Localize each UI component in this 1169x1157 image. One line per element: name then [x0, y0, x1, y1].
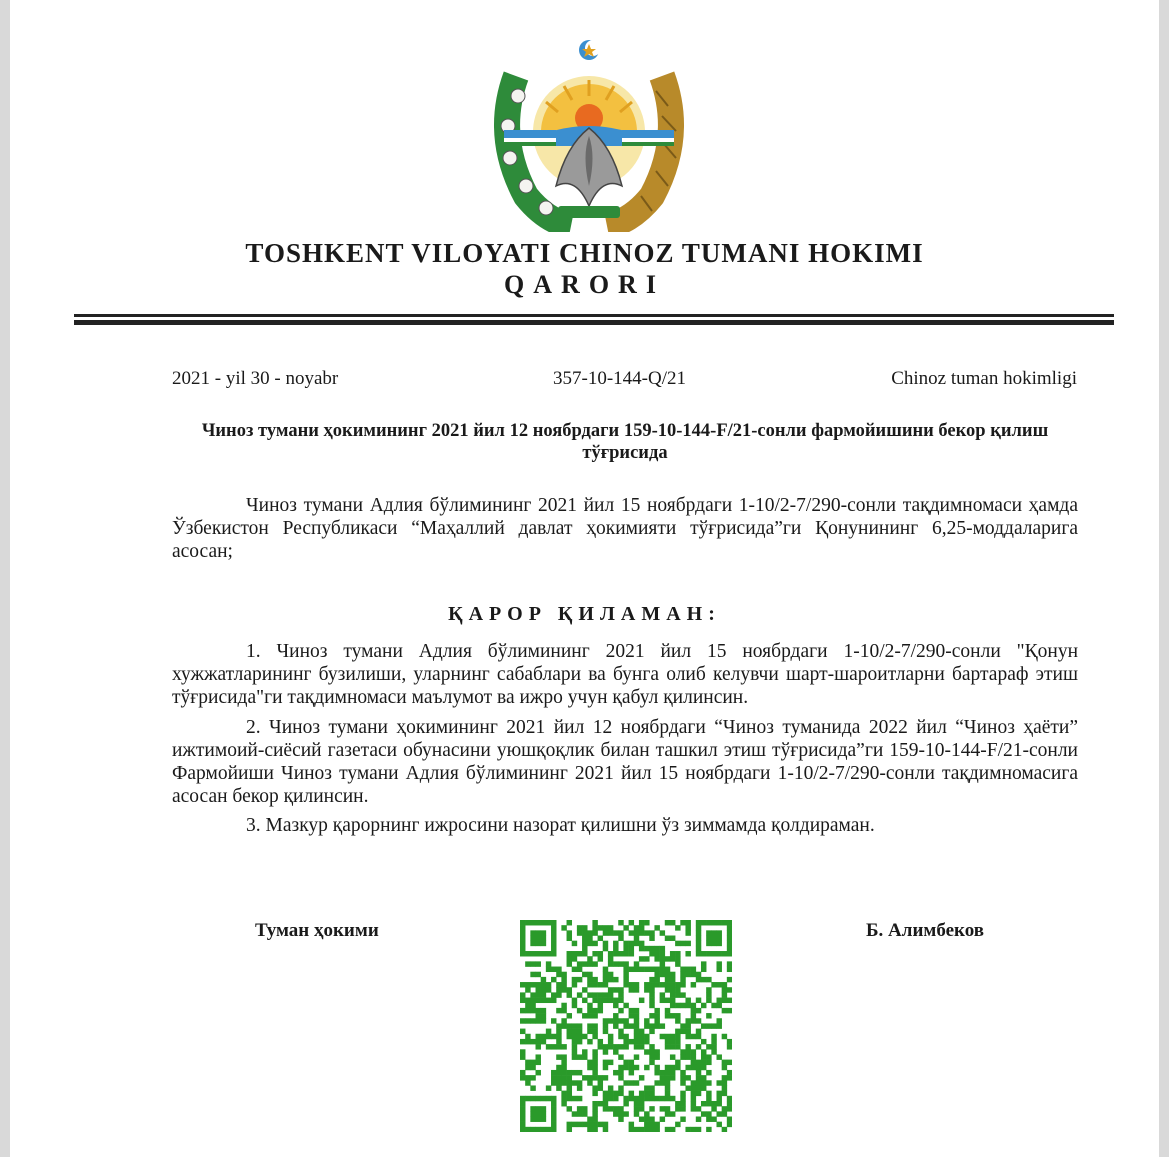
- decree-item-3: [172, 814, 1078, 837]
- decree-item-text: 3. Мазкур қарорнинг ижросини назорат қилишни ўз зиммамда қолдираман.: [246, 815, 875, 836]
- decree-item-text: 2. Чиноз тумани ҳокимининг 2021 йил 12 ноябрдаги “Чиноз туманида 2022 йил “Чиноз ҳаёти” ижтимоий-сиёсий газетаси обунасини уюшқоқлик билан ташкил этиш тўғрисида”ги 159-10-144-F/21-сонли Фармойиши Чиноз тумани Адлия бўлимининг 2021 йил 15 ноябрдаги 1-10/2-7/290-сонли тақдимномасига асосан бекор қилинсин.: [172, 717, 1078, 807]
- signatory-position: Туман ҳокими: [255, 920, 379, 941]
- header-rule-top: [74, 314, 1114, 317]
- state-emblem-icon: [486, 36, 692, 232]
- document-place: Chinoz tuman hokimligi: [891, 368, 1077, 389]
- signatory-name: Б. Алимбеков: [866, 920, 984, 941]
- qr-code: [520, 920, 732, 1132]
- preamble-paragraph: [172, 494, 1078, 563]
- document-subject: Чиноз тумани ҳокимининг 2021 йил 12 ноябрдаги 159-10-144-F/21-сонли фармойишини бекор қилиш тўғрисида: [201, 421, 1049, 463]
- document-number: 357-10-144-Q/21: [553, 368, 686, 389]
- issuer-title: TOSHKENT VILOYATI CHINOZ TUMANI HOKIMI: [245, 238, 924, 268]
- document-date: 2021 - yil 30 - noyabr: [172, 368, 339, 389]
- header-rule-bottom: [74, 320, 1114, 325]
- decree-item-text: 1. Чиноз тумани Адлия бўлимининг 2021 йил 15 ноябрдаги 1-10/2-7/290-сонли "Қонун хужжатларининг бузилиши, уларнинг сабаблари ва бунга олиб келувчи шарт-шароитларни бартараф этиш тўғрисида"ги тақдимномаси маълумот ва ижро учун қабул қилинсин.: [172, 641, 1078, 708]
- document-page: [10, 0, 1159, 1157]
- preamble-text: Чиноз тумани Адлия бўлимининг 2021 йил 15 ноябрдаги 1-10/2-7/290-сонли тақдимномаси ҳамда Ўзбекистон Республикаси “Маҳаллий давлат ҳокимияти тўғрисида”ги Қонунининг 6,25-моддаларига асосан;: [172, 495, 1078, 562]
- decree-item-2: [172, 716, 1078, 808]
- decree-item-1: [172, 640, 1078, 709]
- document-type: QARORI: [504, 270, 665, 299]
- decree-heading: ҚАРОР ҚИЛАМАН:: [448, 603, 721, 625]
